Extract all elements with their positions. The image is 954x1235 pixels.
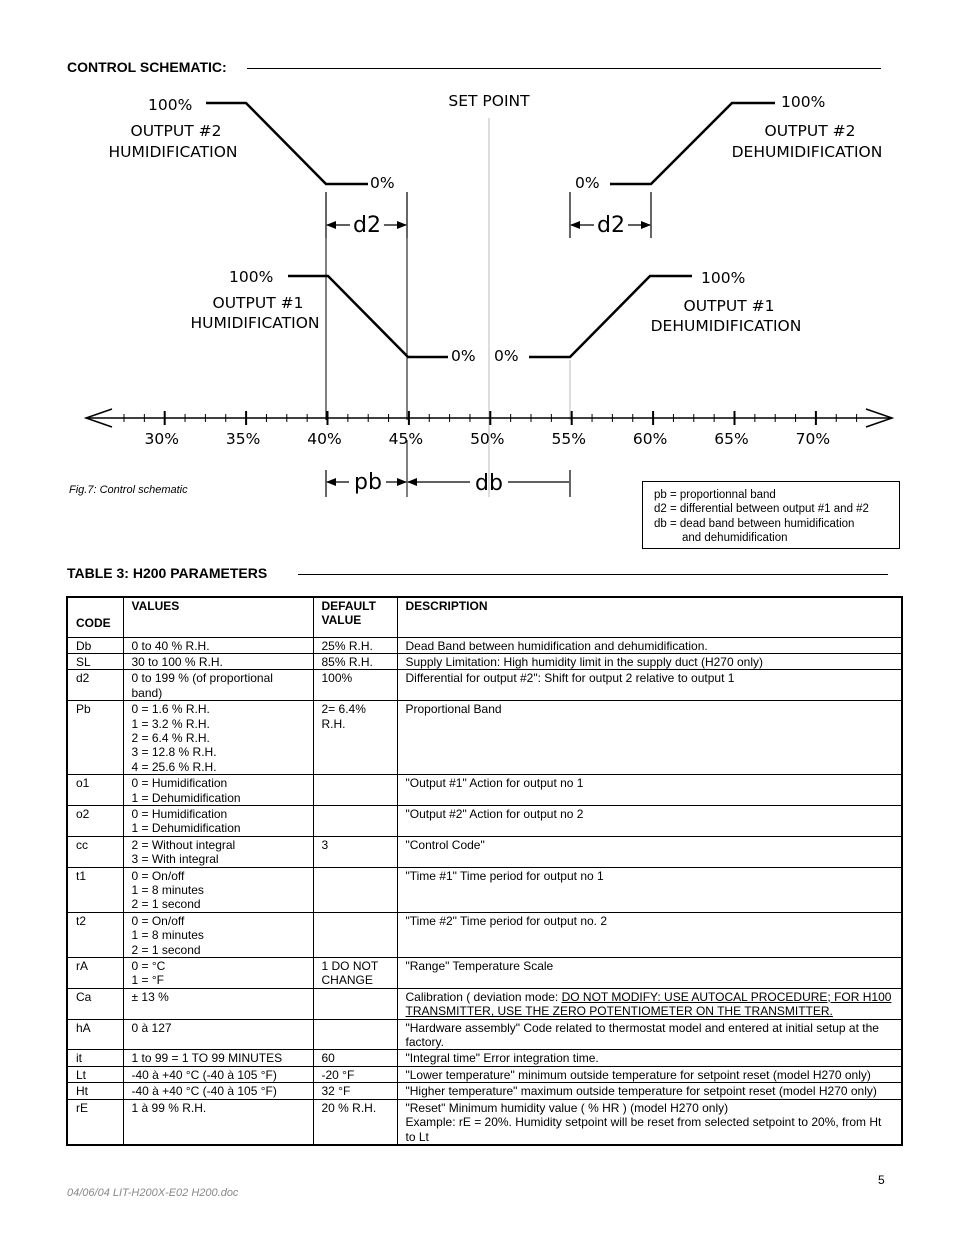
cell-values-text: 0 = 1.6 % R.H. 1 = 3.2 % R.H. 2 = 6.4 % R.H. 3 = 12.8 % R.H. 4 = 25.6 % R.H. xyxy=(131,702,217,774)
cell-description-text: "Integral time" Error integration time. xyxy=(405,1051,599,1066)
legend-line-db-cont: and dehumidification xyxy=(682,532,788,545)
table-row xyxy=(67,653,902,669)
cell-code-text: rA xyxy=(76,959,88,974)
axis-tick-label: 65% xyxy=(714,430,749,448)
header-default: DEFAULT VALUE xyxy=(313,597,397,637)
cell-code xyxy=(67,1019,123,1050)
table-row xyxy=(67,1019,902,1050)
cell-description-text: Calibration ( deviation mode: xyxy=(405,989,559,1004)
cell-code-text: rE xyxy=(76,1100,88,1115)
cell-code xyxy=(67,1083,123,1099)
legend-line-pb: pb = proportionnal band xyxy=(654,489,776,501)
table-row xyxy=(67,988,902,1019)
cell-default-text: 3 xyxy=(321,837,329,852)
cell-code xyxy=(67,1050,123,1066)
cell-values-text: 1 to 99 = 1 TO 99 MINUTES xyxy=(131,1051,283,1066)
cell-default xyxy=(313,1083,397,1099)
cell-description-text: "Lower temperature" minimum outside temperature for setpoint reset (model H270 only) xyxy=(405,1067,871,1082)
cell-values-text: 0 = Humidification 1 = Dehumidification xyxy=(131,776,241,805)
header-values: VALUES xyxy=(123,597,313,637)
output1-dehum-pct-high: 100% xyxy=(701,269,746,287)
table-header-row xyxy=(67,597,902,637)
cell-code-text: SL xyxy=(76,654,91,669)
cell-default xyxy=(313,1050,397,1066)
diagram-legend xyxy=(642,481,900,549)
header-code: CODE xyxy=(67,597,123,637)
cell-default-text: 20 % R.H. xyxy=(321,1100,377,1115)
cell-code xyxy=(67,701,123,775)
table-row xyxy=(67,867,902,912)
cell-default-text: 2= 6.4% R.H. xyxy=(321,702,366,731)
cell-code xyxy=(67,637,123,653)
output1-hum-pct-high: 100% xyxy=(229,268,274,286)
legend-line-db: db = dead band between humidification xyxy=(654,517,855,530)
cell-code xyxy=(67,836,123,867)
d2-label-left: d2 xyxy=(353,213,381,238)
cell-default-text: 60 xyxy=(321,1051,335,1066)
output2-dehum-pct-high: 100% xyxy=(781,93,826,111)
page-number: 5 xyxy=(878,1173,885,1187)
cell-values-text: 0 = On/off 1 = 8 minutes 2 = 1 second xyxy=(131,913,204,957)
table-row xyxy=(67,670,902,701)
set-point-label: SET POINT xyxy=(448,92,530,110)
db-label: db xyxy=(475,471,503,496)
cell-description-text: "Time #1" Time period for output no 1 xyxy=(405,868,604,883)
figure-caption: Fig.7: Control schematic xyxy=(69,484,188,496)
cell-default xyxy=(313,670,397,701)
cell-description-text: "Control Code" xyxy=(405,837,485,852)
cell-code-text: it xyxy=(76,1051,82,1066)
cell-default-text: 85% R.H. xyxy=(321,654,373,669)
output1-dehum-label-1: OUTPUT #1 xyxy=(683,297,775,315)
output1-dehum-label-2: DEHUMIDIFICATION xyxy=(650,317,802,335)
section-title: CONTROL SCHEMATIC: xyxy=(67,59,227,75)
axis-tick-label: 40% xyxy=(307,430,342,448)
table-title: TABLE 3: H200 PARAMETERS xyxy=(67,565,268,581)
cell-values xyxy=(123,653,313,669)
cell-values-text: 2 = Without integral 3 = With integral xyxy=(131,837,236,867)
cell-code xyxy=(67,1099,123,1145)
cell-code xyxy=(67,805,123,836)
cell-default-text: 32 °F xyxy=(321,1084,351,1099)
cell-values xyxy=(123,1099,313,1145)
cell-description-warning: DO NOT MODIFY: USE AUTOCAL PROCEDURE; FOR H100 TRANSMITTER, USE THE ZERO POTENTIOMETER ON THE TRANSMITTER. xyxy=(405,989,892,1019)
cell-default xyxy=(313,775,397,806)
cell-values xyxy=(123,988,313,1019)
output1-dehum-pct-low: 0% xyxy=(494,347,519,365)
cell-values xyxy=(123,912,313,957)
cell-values-text: 1 à 99 % R.H. xyxy=(131,1100,207,1115)
cell-values xyxy=(123,1066,313,1082)
cell-code-text: t2 xyxy=(76,913,87,928)
cell-description xyxy=(397,670,902,701)
cell-code-text: o1 xyxy=(76,776,90,791)
cell-description-text: Differential for output #2": Shift for output 2 relative to output 1 xyxy=(405,671,735,686)
cell-default xyxy=(313,701,397,775)
table-row xyxy=(67,912,902,957)
cell-description xyxy=(397,805,902,836)
cell-code xyxy=(67,912,123,957)
axis-tick-label: 55% xyxy=(551,430,586,448)
cell-description-text: "Output #1" Action for output no 1 xyxy=(405,776,584,791)
cell-values xyxy=(123,867,313,912)
cell-description xyxy=(397,958,902,989)
cell-code-text: cc xyxy=(76,837,88,852)
header-description: DESCRIPTION xyxy=(397,597,902,637)
table-row xyxy=(67,958,902,989)
cell-values-text: -40 à +40 °C (-40 à 105 °F) xyxy=(131,1067,277,1082)
output2-dehum-label-1: OUTPUT #2 xyxy=(764,122,856,140)
output2-dehum-pct-low: 0% xyxy=(575,174,600,192)
cell-values xyxy=(123,1019,313,1050)
table-row xyxy=(67,1066,902,1082)
cell-code xyxy=(67,1066,123,1082)
cell-default-text: 25% R.H. xyxy=(321,638,373,653)
cell-values xyxy=(123,637,313,653)
axis-tick-label: 30% xyxy=(144,430,179,448)
cell-values-text: 0 = On/off 1 = 8 minutes 2 = 1 second xyxy=(131,868,204,912)
output2-hum-label-2: HUMIDIFICATION xyxy=(108,143,238,161)
cell-default xyxy=(313,653,397,669)
axis-tick-label: 60% xyxy=(632,430,668,448)
control-schematic-diagram xyxy=(0,0,954,560)
cell-code xyxy=(67,958,123,989)
cell-code-text: Ca xyxy=(76,989,92,1004)
table-row xyxy=(67,1050,902,1066)
cell-default xyxy=(313,958,397,989)
cell-description-text: "Reset" Minimum humidity value ( % HR ) (model H270 only) Example: rE = 20%. Humidity setpoint will be reset from selected setpoint to 20%, from Ht to Lt xyxy=(405,1100,882,1144)
axis-tick-label: 70% xyxy=(795,430,831,448)
cell-code xyxy=(67,867,123,912)
cell-values-text: 0 à 127 xyxy=(131,1020,172,1035)
legend-line-d2: d2 = differential between output #1 and #2 xyxy=(654,503,869,516)
cell-default xyxy=(313,912,397,957)
cell-code-text: Ht xyxy=(76,1084,88,1099)
table-row xyxy=(67,701,902,775)
cell-code-text: d2 xyxy=(76,671,90,686)
output2-hum-pct-low: 0% xyxy=(370,174,395,192)
table-title-rule xyxy=(298,574,888,575)
cell-default xyxy=(313,1066,397,1082)
cell-values-text: -40 à +40 °C (-40 à 105 °F) xyxy=(131,1084,277,1099)
cell-code-text: Pb xyxy=(76,702,91,717)
cell-code xyxy=(67,775,123,806)
cell-default-text: 1 DO NOT CHANGE xyxy=(321,959,378,988)
d2-label-right: d2 xyxy=(597,213,625,238)
table-row xyxy=(67,836,902,867)
pb-label: pb xyxy=(354,470,382,495)
cell-values xyxy=(123,1083,313,1099)
cell-default-text: -20 °F xyxy=(321,1067,355,1082)
cell-description-text: "Hardware assembly" Code related to thermostat model and entered at initial setup at the factory. xyxy=(405,1020,879,1050)
cell-description xyxy=(397,836,902,867)
cell-code-text: t1 xyxy=(76,868,87,883)
cell-description xyxy=(397,1099,902,1145)
cell-description xyxy=(397,867,902,912)
cell-code-text: Lt xyxy=(76,1067,87,1082)
cell-default xyxy=(313,867,397,912)
cell-description xyxy=(397,775,902,806)
cell-values-text: 30 to 100 % R.H. xyxy=(131,654,223,669)
table-row xyxy=(67,1083,902,1099)
cell-values xyxy=(123,670,313,701)
cell-description-text: "Time #2" Time period for output no. 2 xyxy=(405,913,608,928)
cell-values-text: 0 to 40 % R.H. xyxy=(131,638,210,653)
cell-values-text: 0 = °C 1 = °F xyxy=(131,959,166,988)
cell-description xyxy=(397,1019,902,1050)
cell-values xyxy=(123,958,313,989)
cell-description xyxy=(397,1050,902,1066)
cell-description xyxy=(397,1066,902,1082)
cell-default-text: 100% xyxy=(321,671,353,686)
cell-default xyxy=(313,805,397,836)
cell-values xyxy=(123,1050,313,1066)
output2-hum-label-1: OUTPUT #2 xyxy=(130,122,222,140)
output1-hum-pct-low: 0% xyxy=(451,347,476,365)
cell-description xyxy=(397,637,902,653)
cell-default xyxy=(313,1099,397,1145)
cell-default xyxy=(313,637,397,653)
table-row xyxy=(67,637,902,653)
cell-description xyxy=(397,701,902,775)
cell-description-text: "Range" Temperature Scale xyxy=(405,959,554,974)
cell-code-text: o2 xyxy=(76,806,90,821)
cell-values xyxy=(123,836,313,867)
table-row xyxy=(67,805,902,836)
cell-code-text: Db xyxy=(76,638,92,653)
cell-description-text: Proportional Band xyxy=(405,702,502,717)
output2-dehum-label-2: DEHUMIDIFICATION xyxy=(731,143,883,161)
cell-default xyxy=(313,1019,397,1050)
cell-code xyxy=(67,988,123,1019)
cell-description-text: "Higher temperature" maximum outside temperature for setpoint reset (model H270 only) xyxy=(405,1084,877,1099)
parameters-table xyxy=(66,596,903,1146)
cell-code xyxy=(67,653,123,669)
cell-description xyxy=(397,1083,902,1099)
axis-tick-label: 35% xyxy=(225,430,261,448)
cell-values xyxy=(123,805,313,836)
output2-hum-pct-high: 100% xyxy=(148,96,193,114)
output1-hum-label-1: OUTPUT #1 xyxy=(212,294,304,312)
axis-tick-label: 45% xyxy=(388,430,424,448)
cell-description xyxy=(397,988,902,1019)
cell-description-text: Dead Band between humidification and dehumidification. xyxy=(405,638,708,653)
cell-values xyxy=(123,701,313,775)
cell-description xyxy=(397,653,902,669)
cell-description-text: "Output #2" Action for output no 2 xyxy=(405,806,584,821)
cell-default xyxy=(313,988,397,1019)
cell-description xyxy=(397,912,902,957)
cell-values-text: 0 to 199 % (of proportional band) xyxy=(131,671,273,700)
cell-values-text: 0 = Humidification 1 = Dehumidification xyxy=(131,806,241,836)
table-row xyxy=(67,1099,902,1145)
axis-tick-label: 50% xyxy=(470,430,505,448)
output1-hum-label-2: HUMIDIFICATION xyxy=(190,314,320,332)
cell-description-text: Supply Limitation: High humidity limit in the supply duct (H270 only) xyxy=(405,654,763,669)
cell-code xyxy=(67,670,123,701)
cell-code-text: hA xyxy=(76,1020,91,1035)
document-footer: 04/06/04 LIT-H200X-E02 H200.doc xyxy=(67,1187,239,1199)
cell-values xyxy=(123,775,313,806)
table-row xyxy=(67,775,902,806)
cell-values-text: ± 13 % xyxy=(131,989,169,1004)
cell-default xyxy=(313,836,397,867)
